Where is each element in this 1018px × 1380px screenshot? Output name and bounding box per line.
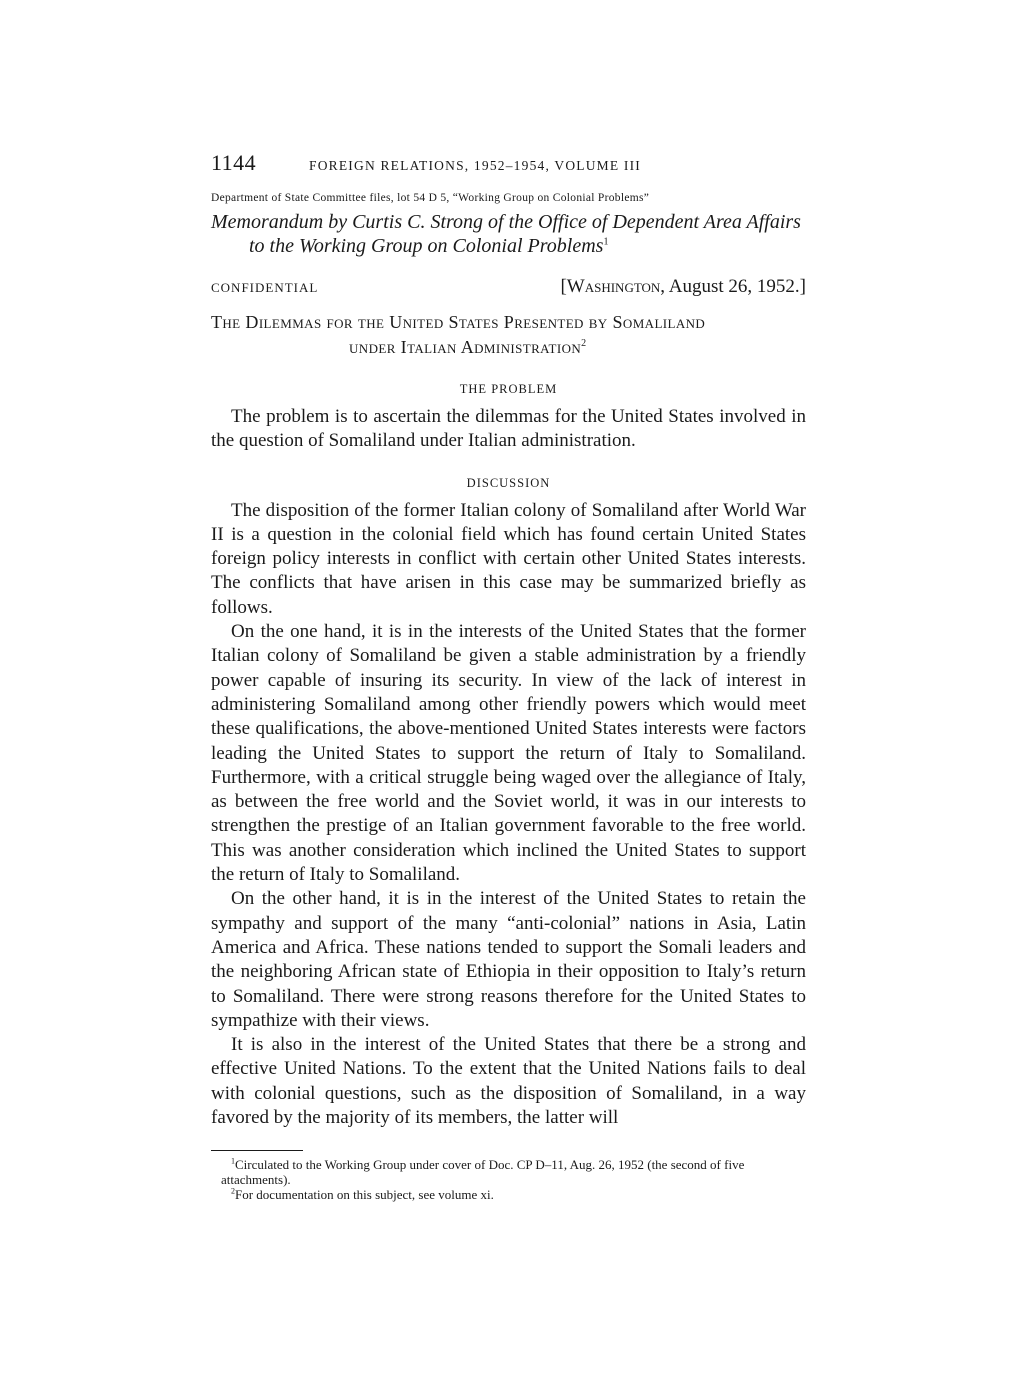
footnote-2-marker: 2 [231,1186,235,1196]
footnote-divider [211,1150,303,1151]
subject-line-1: The Dilemmas for the United States Presented by Somaliland [211,312,706,332]
subject-line-2: under Italian Administration [349,337,582,357]
problem-paragraph: The problem is to ascertain the dilemmas for the United States involved in the question of Somaliland under Italian administration. [211,406,806,452]
running-head: FOREIGN RELATIONS, 1952–1954, VOLUME III [309,158,641,173]
document-page [211,150,806,1202]
footnote-ref-2: 2 [581,338,587,349]
footnote-ref-1: 1 [603,236,609,248]
footnote-1 [211,1157,806,1187]
footnote-1-marker: 1 [231,1156,235,1166]
footnote-2-text: For documentation on this subject, see volume xi. [235,1187,494,1203]
discussion-paragraph: On the other hand, it is in the interest of the United States to retain the sympathy and support of the many “anti-colonial” nations in Asia, Latin America and Africa. These nations tended to support the Somali leaders and the neighboring African state of Ethiopia in their opposition to Italy’s return to Somaliland. There were strong reasons therefore for the United States to sympathize with their views. [211,888,806,1031]
subject-line-2-wrap [211,335,806,360]
subject-heading [211,310,806,360]
page-number: 1144 [211,150,257,175]
dateline-date: August 26, 1952.] [665,276,806,297]
page-header [211,150,806,176]
dateline-place: Washington, [566,276,666,297]
problem-heading: THE PROBLEM [459,382,558,396]
footnote-2 [211,1187,806,1202]
classification-row [211,276,806,298]
source-note: Department of State Committee files, lot 54 D 5, “Working Group on Colonial Problems” [211,192,650,204]
document-title [211,210,806,258]
discussion-paragraph: It is also in the interest of the United States that there be a strong and effective United Nations. To the extent that the United Nations fails to deal with colonial questions, such as the disposition of Somaliland, in a way favored by the majority of its members, the latter will [211,1034,806,1129]
footnote-1-text: Circulated to the Working Group under cover of Doc. CP D–11, Aug. 26, 1952 (the second of five attachments). [221,1157,745,1188]
discussion-heading: DISCUSSION [466,475,551,490]
dateline-open-bracket: [ [560,276,567,297]
discussion-paragraph: The disposition of the former Italian colony of Somaliland after World War II is a question in the colonial field which has found certain United States foreign policy interests in conflict with certain other United States interests. The conflicts that have arisen in this case may be summarized briefly as follows. [211,499,806,618]
document-title-text: Memorandum by Curtis C. Strong of the Office of Dependent Area Affairs to the Working Group on Colonial Problems [211,211,801,257]
classification-label: CONFIDENTIAL [211,280,319,295]
dateline [560,276,806,298]
discussion-paragraph: On the one hand, it is in the interests of the United States that the former Italian colony of Somaliland be given a stable administration by a friendly power capable of insuring its security. In view of the lack of interest in administering Somaliland among other friendly powers which would meet these qualifications, the above-mentioned United States interests were factors leading the United States to support the return of Italy to Somaliland. Furthermore, with a critical struggle being waged over the allegiance of Italy, as between the free world and the Soviet world, it was in our interests to strengthen the prestige of an Italian government favorable to the free world. This was another consideration which inclined the United States to support the return of Italy to Somaliland. [211,621,806,886]
